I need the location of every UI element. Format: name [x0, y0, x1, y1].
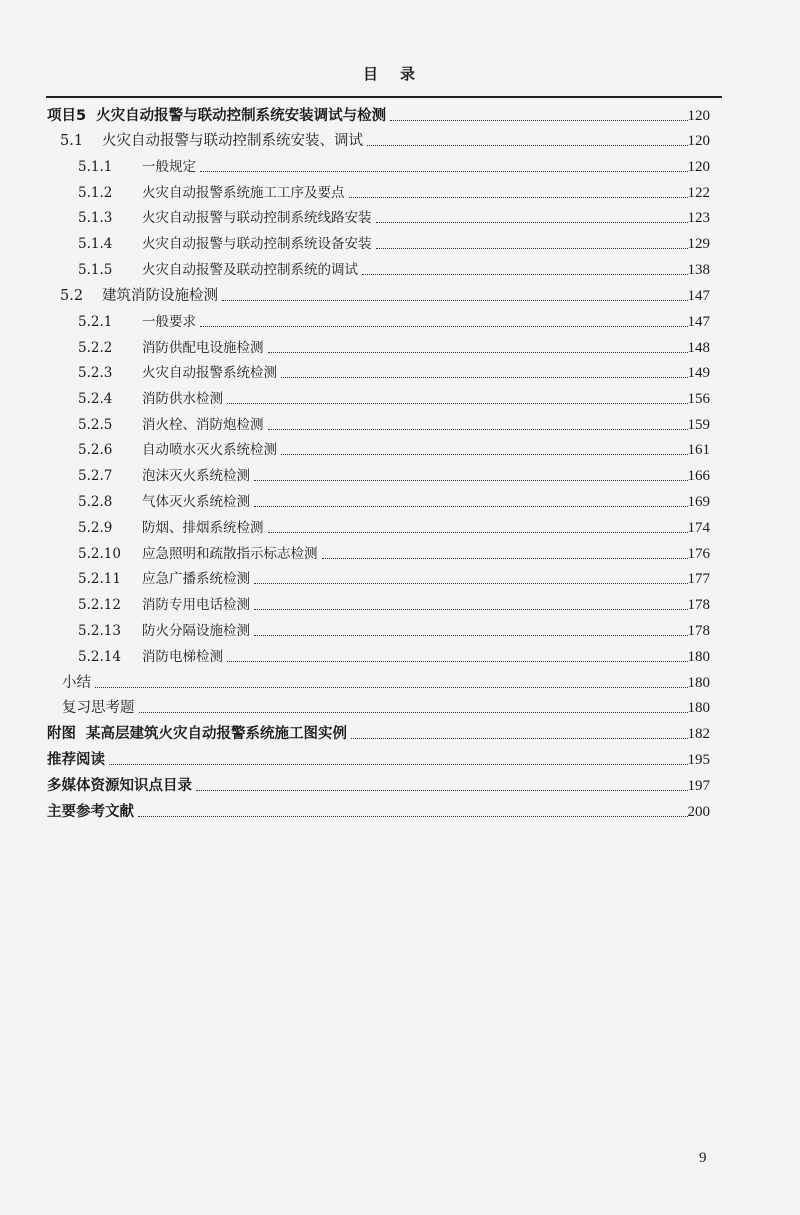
toc-entry-number: 5.2.6 [78, 442, 113, 458]
toc-page-number: 120 [687, 108, 710, 124]
toc-dot-leader [254, 592, 688, 610]
toc-page-number: 120 [687, 133, 710, 149]
toc-entry[interactable] [0, 335, 800, 361]
toc-entry-title: 防火分隔设施检测 [142, 623, 250, 639]
toc-entry[interactable] [0, 128, 800, 154]
toc-page-number: 180 [687, 700, 710, 716]
toc-entry-title: 复习思考题 [62, 700, 135, 716]
toc-entry-number: 5.2.2 [78, 340, 113, 356]
page-title: 目录 [362, 65, 437, 83]
toc-page-number: 156 [687, 391, 710, 407]
toc-page-number: 138 [687, 262, 710, 278]
toc-page-number: 177 [687, 571, 710, 587]
toc-entry-title: 消防供水检测 [142, 391, 223, 407]
toc-page-number: 200 [687, 804, 710, 820]
toc-page-number: 129 [687, 236, 710, 252]
toc-dot-leader [281, 360, 688, 378]
toc-dot-leader [268, 515, 689, 533]
toc-page-number: 176 [687, 546, 710, 562]
toc-entry[interactable] [0, 103, 800, 129]
toc-entry-title: 应急广播系统检测 [142, 571, 250, 587]
toc-entry[interactable] [0, 205, 800, 231]
toc-entry-number: 项目5 [47, 108, 87, 124]
toc-entry-number: 5.1.5 [78, 262, 113, 278]
toc-page-number: 120 [687, 159, 710, 175]
toc-entry-title: 一般要求 [142, 314, 196, 330]
toc-entry-title: 火灾自动报警与联动控制系统安装调试与检测 [96, 108, 387, 124]
toc-page-number: 159 [687, 417, 710, 433]
toc-dot-leader [268, 335, 689, 353]
toc-entry[interactable] [0, 257, 800, 283]
toc-entry-title: 泡沫灭火系统检测 [142, 468, 250, 484]
toc-entry-number: 5.1.4 [78, 236, 113, 252]
toc-page-number: 122 [687, 185, 710, 201]
toc-dot-leader [138, 799, 688, 817]
toc-entry-number: 5.2.14 [78, 649, 121, 665]
toc-entry[interactable] [0, 231, 800, 257]
toc-entry[interactable] [0, 489, 800, 515]
page-number: 9 [699, 1150, 707, 1166]
toc-entry[interactable] [0, 412, 800, 438]
toc-entry-title: 火灾自动报警系统检测 [142, 365, 277, 381]
toc-page-number: 123 [687, 210, 710, 226]
toc-page-number: 182 [687, 726, 710, 742]
toc-entry[interactable] [0, 515, 800, 541]
toc-entry-title: 消火栓、消防炮检测 [142, 417, 264, 433]
toc-entry-title: 某高层建筑火灾自动报警系统施工图实例 [86, 726, 347, 742]
header-rule [46, 96, 722, 98]
toc-entry-number: 5.1.1 [78, 159, 113, 175]
toc-dot-leader [200, 154, 688, 172]
toc-dot-leader [254, 463, 688, 481]
toc-page-number: 195 [687, 752, 710, 768]
toc-entry-title: 气体灭火系统检测 [142, 494, 250, 510]
toc-dot-leader [351, 721, 688, 739]
toc-entry[interactable] [0, 670, 800, 696]
toc-page-number: 148 [687, 340, 710, 356]
toc-entry-number: 5.2.4 [78, 391, 113, 407]
toc-entry-title: 火灾自动报警与联动控制系统线路安装 [142, 210, 372, 226]
toc-entry[interactable] [0, 283, 800, 309]
toc-entry[interactable] [0, 695, 800, 721]
toc-entry-title: 自动喷水灭火系统检测 [142, 442, 277, 458]
toc-dot-leader [109, 747, 688, 765]
toc-entry-number: 5.2 [60, 288, 84, 304]
toc-page-number: 197 [687, 778, 710, 794]
toc-entry-number: 5.1.2 [78, 185, 113, 201]
toc-entry[interactable] [0, 592, 800, 618]
toc-dot-leader [281, 437, 688, 455]
toc-dot-leader [376, 205, 689, 223]
toc-entry-title: 火灾自动报警及联动控制系统的调试 [142, 262, 358, 278]
toc-entry-number: 5.1 [60, 133, 84, 149]
toc-page-number: 180 [687, 675, 710, 691]
toc-entry-number: 5.2.3 [78, 365, 113, 381]
toc-page-number: 149 [687, 365, 710, 381]
toc-entry-number: 5.2.9 [78, 520, 113, 536]
toc-dot-leader [95, 670, 688, 688]
toc-entry-title: 火灾自动报警与联动控制系统安装、调试 [102, 133, 363, 149]
toc-dot-leader [390, 103, 688, 121]
toc-dot-leader [362, 257, 688, 275]
toc-page-number: 147 [687, 314, 710, 330]
toc-entry-title: 消防专用电话检测 [142, 597, 250, 613]
toc-entry-title: 消防电梯检测 [142, 649, 223, 665]
toc-entry[interactable] [0, 618, 800, 644]
toc-dot-leader [139, 695, 689, 713]
toc-entry[interactable] [0, 386, 800, 412]
toc-entry-title: 消防供配电设施检测 [142, 340, 264, 356]
toc-dot-leader [227, 386, 688, 404]
toc-entry-title: 小结 [62, 675, 91, 691]
toc-page-number: 178 [687, 623, 710, 639]
toc-entry[interactable] [0, 799, 800, 825]
toc-entry[interactable] [0, 541, 800, 567]
toc-dot-leader [376, 231, 689, 249]
toc-entry-title: 多媒体资源知识点目录 [47, 778, 192, 794]
toc-page-number: 178 [687, 597, 710, 613]
toc-entry-number: 5.2.8 [78, 494, 113, 510]
toc-entry-number: 5.2.1 [78, 314, 113, 330]
toc-page-number: 174 [687, 520, 710, 536]
toc-entry[interactable] [0, 747, 800, 773]
toc-entry-number: 5.2.7 [78, 468, 113, 484]
toc-entry[interactable] [0, 437, 800, 463]
toc-entry-title: 应急照明和疏散指示标志检测 [142, 546, 318, 562]
toc-entry-number: 5.2.12 [78, 597, 121, 613]
toc-entry-number: 5.1.3 [78, 210, 113, 226]
toc-dot-leader [196, 773, 688, 791]
toc-dot-leader [254, 489, 688, 507]
toc-page-number: 166 [687, 468, 710, 484]
toc-entry[interactable] [0, 180, 800, 206]
toc-entry[interactable] [0, 773, 800, 799]
toc-page-number: 169 [687, 494, 710, 510]
toc-entry-number: 5.2.11 [78, 571, 121, 587]
toc-entry-title: 主要参考文献 [47, 804, 134, 820]
toc-entry-title: 一般规定 [142, 159, 196, 175]
toc-entry-number: 5.2.13 [78, 623, 121, 639]
toc-dot-leader [222, 283, 688, 301]
toc-entry-number: 附图 [47, 726, 76, 742]
toc-dot-leader [322, 541, 689, 559]
toc-dot-leader [349, 180, 689, 198]
toc-dot-leader [227, 644, 688, 662]
toc-entry[interactable] [0, 463, 800, 489]
toc-entry-number: 5.2.5 [78, 417, 113, 433]
toc-entry-title: 防烟、排烟系统检测 [142, 520, 264, 536]
toc-entry[interactable] [0, 154, 800, 180]
toc-entry[interactable] [0, 721, 800, 747]
toc-entry[interactable] [0, 360, 800, 386]
toc-dot-leader [367, 128, 688, 146]
toc-dot-leader [254, 566, 688, 584]
toc-entry-title: 推荐阅读 [47, 752, 105, 768]
toc-entry-title: 建筑消防设施检测 [102, 288, 218, 304]
toc-entry[interactable] [0, 566, 800, 592]
toc-page-number: 147 [687, 288, 710, 304]
toc-dot-leader [200, 309, 688, 327]
toc-dot-leader [268, 412, 689, 430]
toc-page-number: 180 [687, 649, 710, 665]
toc-entry[interactable] [0, 309, 800, 335]
toc-page-number: 161 [687, 442, 710, 458]
toc-entry-title: 火灾自动报警与联动控制系统设备安装 [142, 236, 372, 252]
toc-entry[interactable] [0, 644, 800, 670]
toc-dot-leader [254, 618, 688, 636]
toc-entry-title: 火灾自动报警系统施工工序及要点 [142, 185, 345, 201]
toc-entry-number: 5.2.10 [78, 546, 121, 562]
